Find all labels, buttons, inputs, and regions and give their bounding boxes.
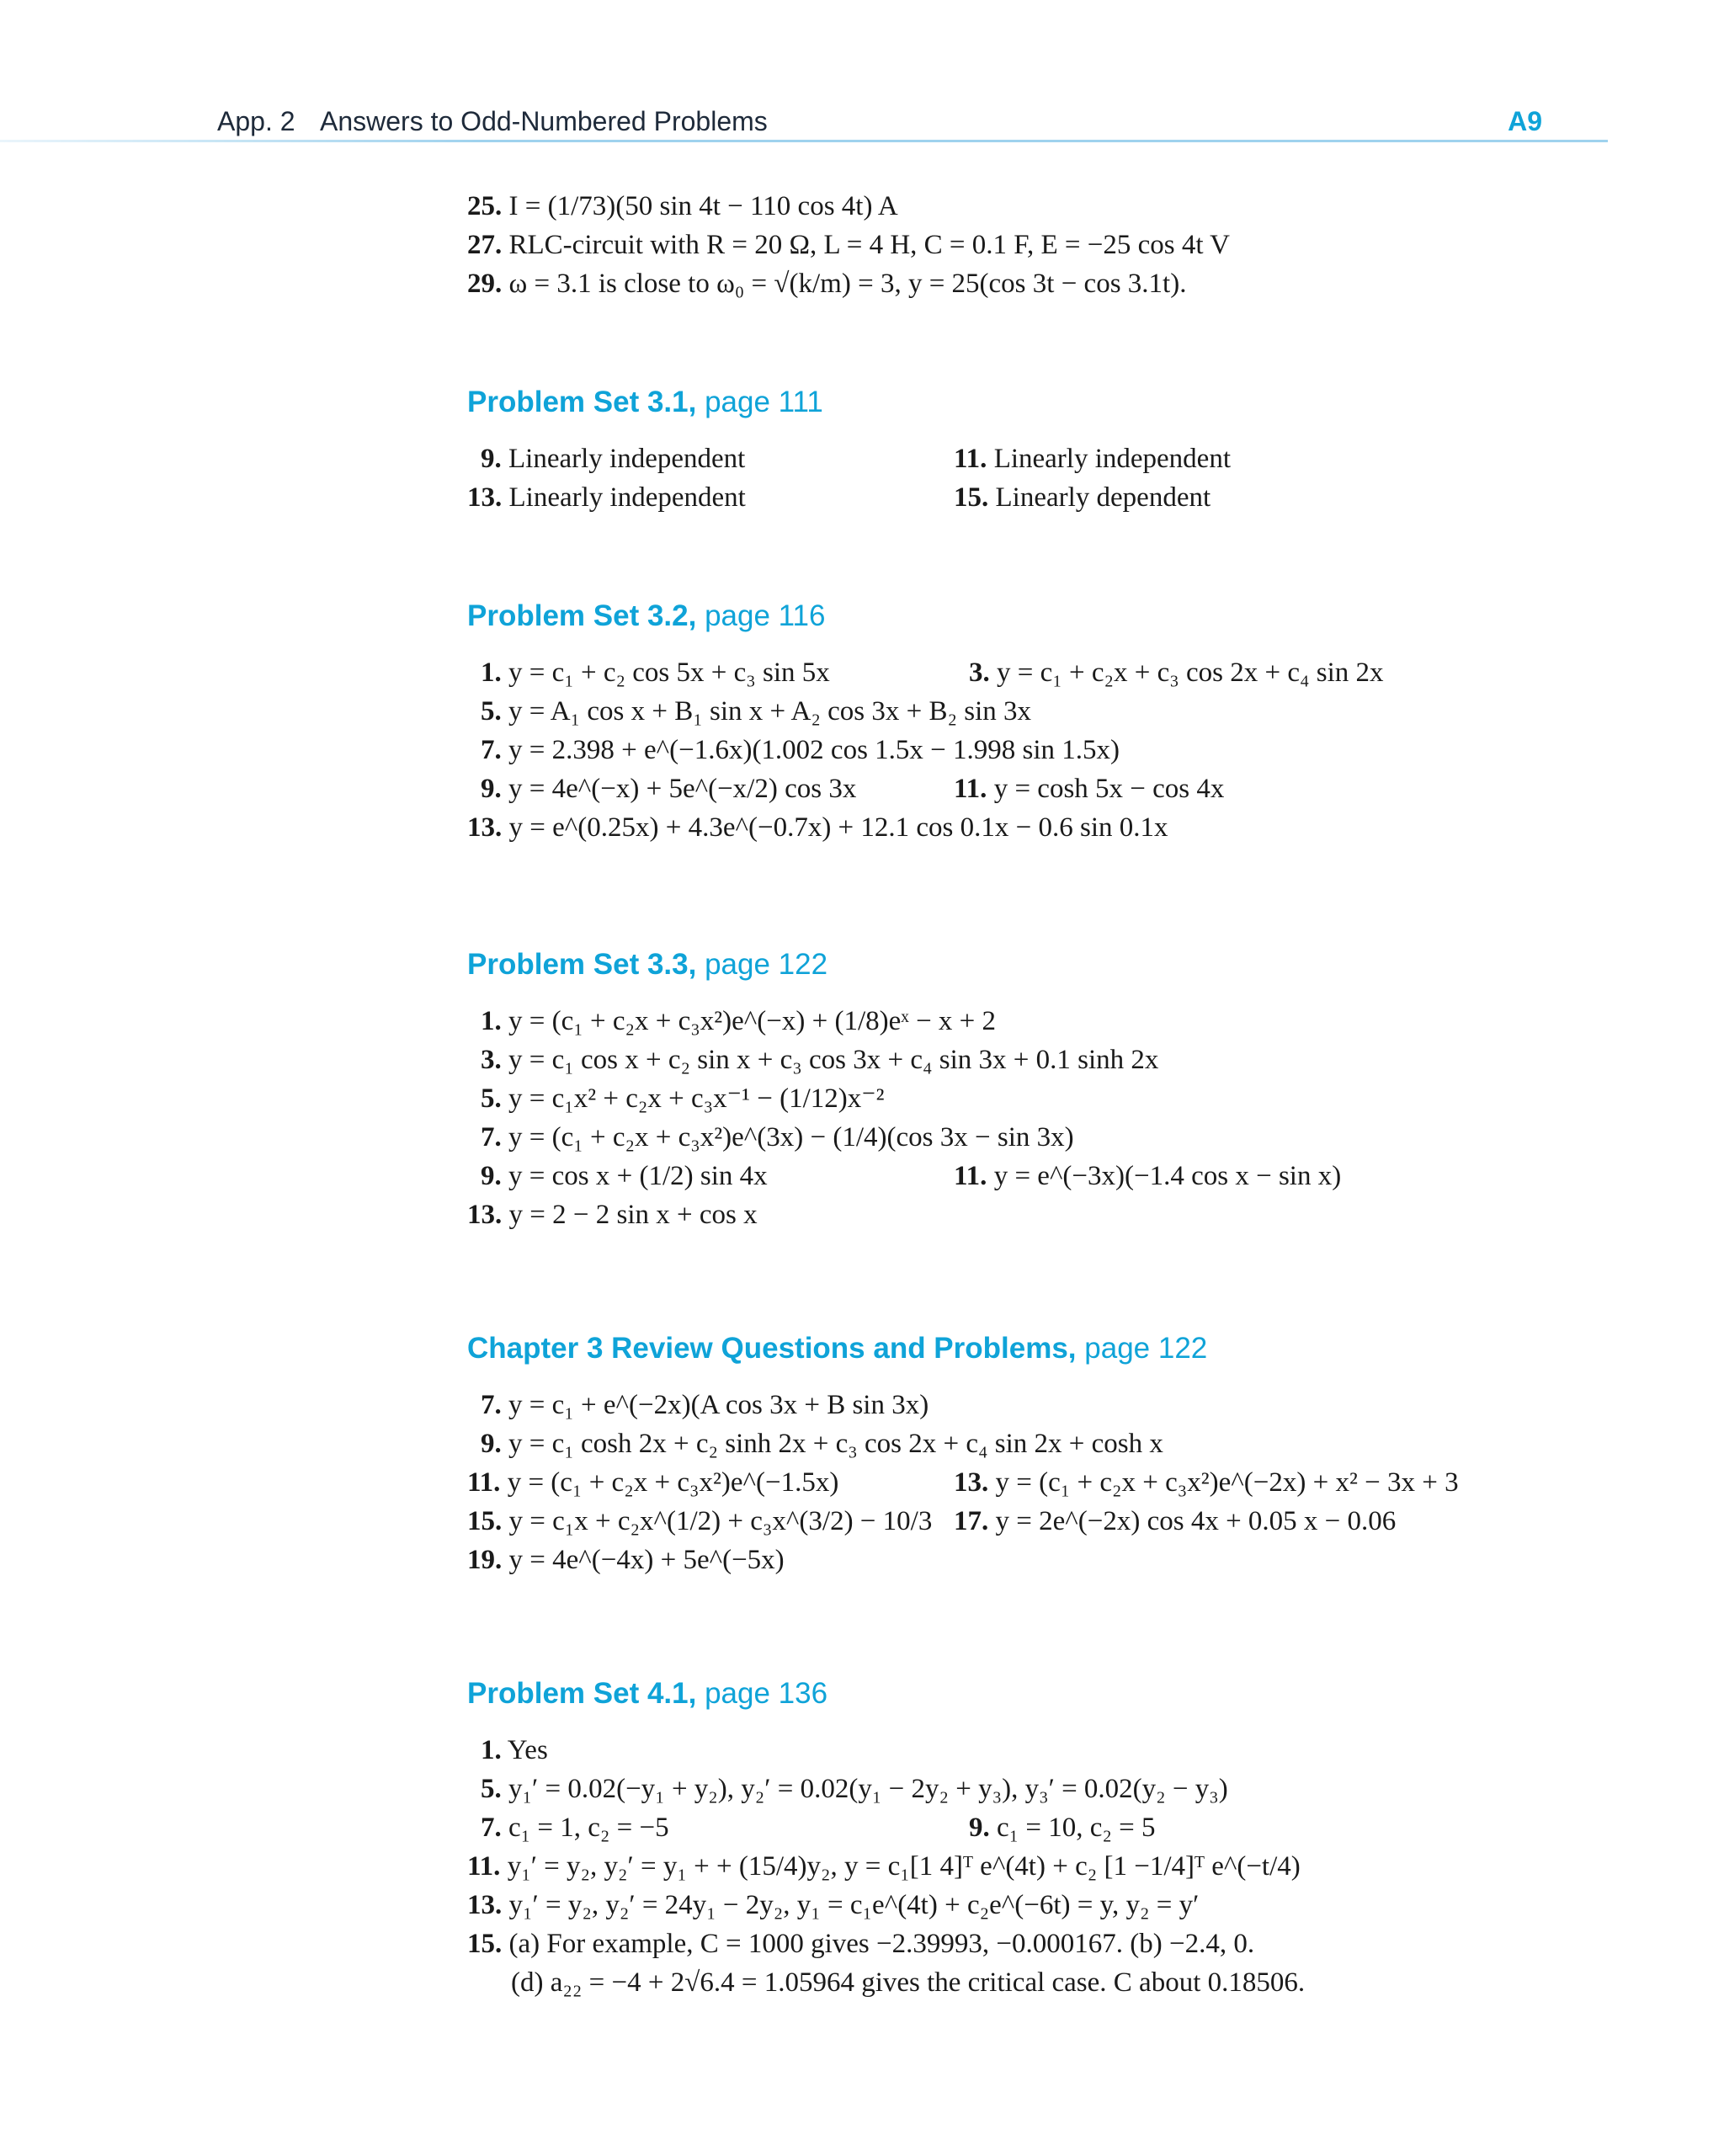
problem-number: 5.: [481, 1083, 502, 1114]
section-heading: [467, 1323, 1562, 1374]
answer-line: [467, 1541, 1562, 1579]
problem-number: 11.: [954, 1161, 987, 1191]
problem-number: 1.: [481, 657, 502, 688]
answer-text: (a) For example, C = 1000 gives −2.39993, −0.000167. (b) −2.4, 0.: [508, 1929, 1255, 1959]
answer-text: ω = 3.1 is close to ω₀ = √(k/m) = 3, y = 25(cos 3t − cos 3.1t).: [508, 269, 1187, 299]
answer-text: y = 4e^(−x) + 5e^(−x/2) cos 3x: [508, 774, 857, 804]
answer-text: y = cos x + (1/2) sin 4x: [508, 1161, 768, 1191]
problem-number: 29.: [467, 269, 503, 299]
answer-line: [467, 439, 1562, 478]
section-heading-title: Problem Set 3.2,: [467, 599, 697, 632]
answer-text: Linearly independent: [993, 444, 1231, 474]
section-heading-title: Problem Set 4.1,: [467, 1677, 697, 1710]
answer-text: Linearly dependent: [995, 482, 1211, 513]
problem-number: 13.: [467, 1200, 503, 1230]
answer-text: y = c₁ cosh 2x + c₂ sinh 2x + c₃ cos 2x + c₄ sin 2x + cosh x: [508, 1429, 1163, 1459]
answer-line: [467, 1157, 1562, 1195]
answer-text: y₁′ = 0.02(−y₁ + y₂), y₂′ = 0.02(y₁ − 2y₂ + y₃), y₃′ = 0.02(y₂ − y₃): [508, 1774, 1228, 1804]
answer-text: y = 2.398 + e^(−1.6x)(1.002 cos 1.5x − 1.998 sin 1.5x): [508, 735, 1120, 765]
problem-number: 15.: [467, 1506, 503, 1536]
answer-line: [467, 1118, 1562, 1157]
section-heading-title: Chapter 3 Review Questions and Problems,: [467, 1332, 1077, 1365]
answer-text: y = 2 − 2 sin x + cos x: [508, 1200, 758, 1230]
problem-number: 7.: [481, 735, 502, 765]
problem-number: 13.: [467, 1890, 503, 1920]
problem-number: 15.: [467, 1929, 503, 1959]
section-heading-page: page 122: [1084, 1332, 1208, 1365]
answer-line: [467, 1424, 1562, 1463]
answer-text: (d) a₂₂ = −4 + 2√6.4 = 1.05964 gives the critical case. C about 0.18506.: [511, 1967, 1306, 1998]
problem-number: 15.: [954, 482, 989, 513]
answer-line: [467, 1963, 1562, 2002]
answer-text: y = (c₁ + c₂x + c₃x²)e^(−2x) + x² − 3x + 3: [995, 1467, 1459, 1498]
answer-text: c₁ = 10, c₂ = 5: [997, 1813, 1156, 1843]
problem-number: 9.: [481, 774, 502, 804]
answer-line: [467, 1924, 1562, 1963]
answer-text: I = (1/73)(50 sin 4t − 110 cos 4t) A: [508, 191, 898, 221]
answer-line: [467, 692, 1562, 731]
answer-line: [467, 1770, 1562, 1808]
problem-number: 11.: [467, 1851, 501, 1882]
answer-text: y = c₁ + e^(−2x)(A cos 3x + B sin 3x): [508, 1390, 929, 1420]
problem-number: 7.: [481, 1813, 502, 1843]
answer-line: [467, 1386, 1562, 1424]
section-heading: [467, 591, 1562, 641]
problem-number: 3.: [969, 657, 990, 688]
answer-text: c₁ = 1, c₂ = −5: [508, 1813, 669, 1843]
answer-line: [467, 1002, 1562, 1041]
problem-number: 5.: [481, 1774, 502, 1804]
answer-text: y = c₁ + c₂x + c₃ cos 2x + c₄ sin 2x: [997, 657, 1384, 688]
running-header: [217, 101, 1542, 145]
answer-text: y = (c₁ + c₂x + c₃x²)e^(−1.5x): [507, 1467, 839, 1498]
answer-text: y = 2e^(−2x) cos 4x + 0.05 x − 0.06: [995, 1506, 1397, 1536]
problem-number: 1.: [481, 1006, 502, 1036]
problem-number: 9.: [481, 444, 502, 474]
problem-number: 11.: [467, 1467, 501, 1498]
section-heading-page: page 111: [705, 386, 823, 418]
answer-line: [467, 1731, 1562, 1770]
section-heading-page: page 136: [705, 1677, 828, 1710]
answer-line: [467, 769, 1562, 808]
header-rule: [0, 140, 1608, 142]
answer-text: y = 4e^(−4x) + 5e^(−5x): [508, 1545, 785, 1575]
section-heading-page: page 122: [705, 948, 828, 981]
page-number: A9: [1508, 106, 1542, 136]
problem-number: 19.: [467, 1545, 503, 1575]
answer-line: [467, 1847, 1562, 1886]
section-heading: [467, 377, 1562, 428]
answer-text: y = (c₁ + c₂x + c₃x²)e^(−x) + (1/8)eˣ − x + 2: [508, 1006, 997, 1036]
answer-line: [467, 264, 1562, 303]
answer-text: y = c₁ + c₂ cos 5x + c₃ sin 5x: [508, 657, 830, 688]
answer-text: y = e^(0.25x) + 4.3e^(−0.7x) + 12.1 cos 0.1x − 0.6 sin 0.1x: [508, 812, 1168, 843]
answer-text: y₁′ = y₂, y₂′ = 24y₁ − 2y₂, y₁ = c₁e^(4t) + c₂e^(−6t) = y, y₂ = y′: [508, 1890, 1200, 1920]
appendix-label: App. 2: [217, 106, 295, 136]
answer-text: y = cosh 5x − cos 4x: [993, 774, 1225, 804]
section-title: Answers to Odd-Numbered Problems: [320, 106, 768, 136]
answer-text: RLC-circuit with R = 20 Ω, L = 4 H, C = 0.1 F, E = −25 cos 4t V: [508, 230, 1231, 260]
answer-text: y = c₁x² + c₂x + c₃x⁻¹ − (1/12)x⁻²: [508, 1083, 885, 1114]
problem-number: 3.: [481, 1045, 502, 1075]
answer-line: [467, 653, 1562, 692]
answer-text: y = (c₁ + c₂x + c₃x²)e^(3x) − (1/4)(cos 3x − sin 3x): [508, 1122, 1074, 1153]
answer-line: [467, 1195, 1562, 1234]
problem-number: 25.: [467, 191, 503, 221]
problem-number: 7.: [481, 1390, 502, 1420]
answer-text: y = A₁ cos x + B₁ sin x + A₂ cos 3x + B₂ sin 3x: [508, 696, 1032, 727]
problem-number: 11.: [954, 774, 987, 804]
answer-line: [467, 187, 1562, 226]
answer-text: y = c₁x + c₂x^(1/2) + c₃x^(3/2) − 10/3: [508, 1506, 933, 1536]
answers-content: [467, 187, 1562, 2002]
problem-number: 11.: [954, 444, 987, 474]
answer-text: y = c₁ cos x + c₂ sin x + c₃ cos 3x + c₄ sin 3x + 0.1 sinh 2x: [508, 1045, 1159, 1075]
problem-number: 17.: [954, 1506, 989, 1536]
problem-number: 13.: [954, 1467, 989, 1498]
answer-text: Linearly independent: [508, 444, 746, 474]
answer-line: [467, 808, 1562, 847]
answer-line: [467, 731, 1562, 769]
section-heading: [467, 1669, 1562, 1719]
problem-number: 7.: [481, 1122, 502, 1153]
section-heading-title: Problem Set 3.1,: [467, 386, 697, 418]
answer-text: Yes: [507, 1735, 548, 1765]
answer-line: [467, 1079, 1562, 1118]
section-heading-page: page 116: [705, 599, 826, 632]
section-heading: [467, 940, 1562, 990]
problem-number: 9.: [481, 1429, 502, 1459]
problem-number: 9.: [481, 1161, 502, 1191]
problem-number: 13.: [467, 812, 503, 843]
problem-number: 5.: [481, 696, 502, 727]
problem-number: 27.: [467, 230, 503, 260]
answer-line: [467, 1502, 1562, 1541]
answer-text: y₁′ = y₂, y₂′ = y₁ + + (15/4)y₂, y = c₁[1 4]ᵀ e^(4t) + c₂ [1 −1/4]ᵀ e^(−t/4): [507, 1851, 1301, 1882]
answer-text: y = e^(−3x)(−1.4 cos x − sin x): [993, 1161, 1342, 1191]
answer-line: [467, 478, 1562, 517]
problem-number: 13.: [467, 482, 503, 513]
answer-line: [467, 1886, 1562, 1924]
answer-line: [467, 1463, 1562, 1502]
problem-number: 1.: [481, 1735, 502, 1765]
section-heading-title: Problem Set 3.3,: [467, 948, 697, 981]
answer-line: [467, 226, 1562, 264]
answer-line: [467, 1041, 1562, 1079]
problem-number: 9.: [969, 1813, 990, 1843]
answer-line: [467, 1808, 1562, 1847]
answer-text: Linearly independent: [508, 482, 746, 513]
